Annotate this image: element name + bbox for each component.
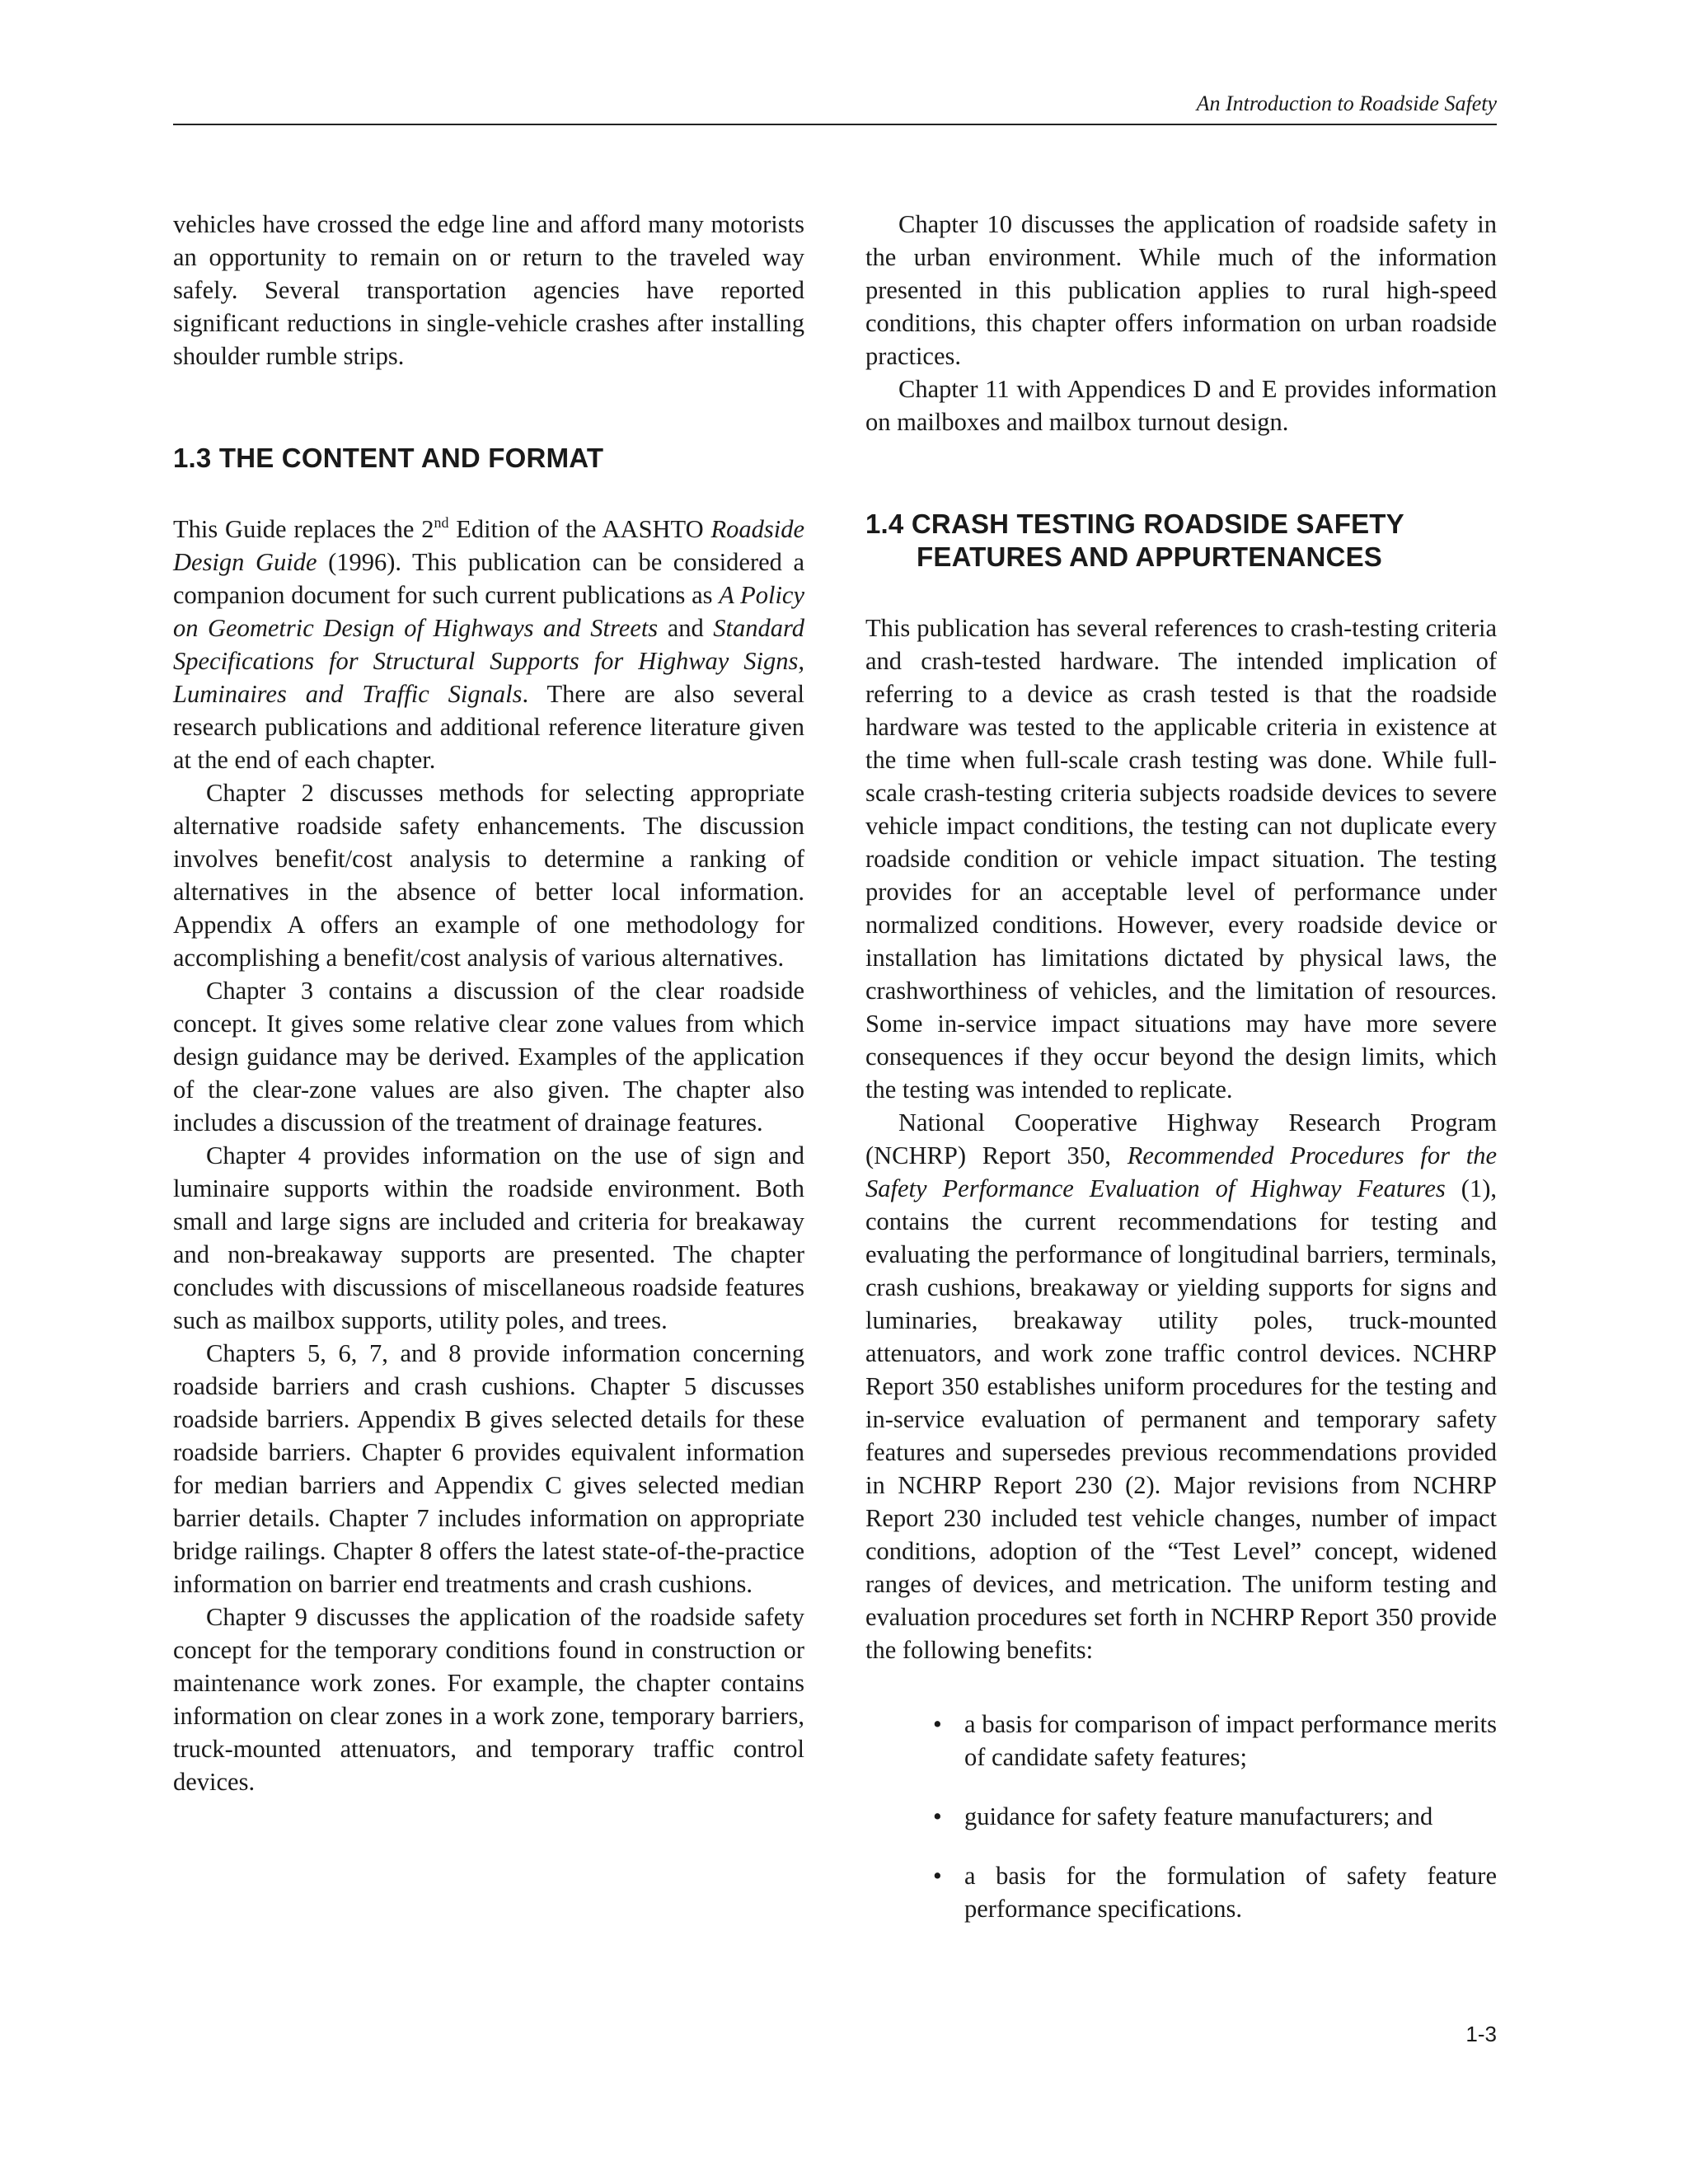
title-roadside-design-guide: Roadside Design Guide [173,515,805,576]
bullet-icon: • [933,1710,942,1738]
paragraph-crash-testing: This publication has several references to crash-testing criteria and crash-tested hardware. The intended implication of referring to a device as crash tested is that the roadside hardware was tested to the applicable criteria in existence at the time when full-scale crash testing was done. While full-scale crash-testing criteria subjects roadside devices to severe vehicle impact conditions, the testing can not duplicate every roadside condition or vehicle impact situation. The testing provides for an acceptable level of performance under normalized conditions. However, every roadside device or installation has limitations dictated by physical laws, the crashworthiness of vehicles, and the limitation of resources. Some in-service impact situations may have more severe consequences if they occur beyond the design limits, which the testing was intended to replicate. [865,614,1497,1104]
nchrp-text-1: National Cooperative Highway Research Program (NCHRP) Report 350, [865,1108,1497,1169]
paragraph-chapter-2: Chapter 2 discusses methods for selecting appropriate alternative roadside safety enhancements. The discussion involves benefit/cost analysis to determine a ranking of alternatives in the absence of better local information. Appendix A offers an example of one methodology for accomplishing a benefit/cost analysis of various alternatives. [173,779,804,972]
heading-1-4-line-1: 1.4 CRASH TESTING ROADSIDE SAFETY [865,509,1404,539]
paragraph-chapter-11: Chapter 11 with Appendices D and E provides information on mailboxes and mailbox turnout design. [865,375,1497,436]
nchrp-text-2: (1), contains the current recommendations for testing and evaluating the performance of longitudinal barriers, terminals, crash cushions, breakaway or yielding supports for signs and luminaries, breakaway utility poles, truck-mounted attenuators, and work zone traffic control devices. NCHRP Report 350 establishes uniform procedures for the testing and in-service evaluation of permanent and temporary safety features and supersedes previous recommendations provided in NCHRP Report 230 (2). Major revisions from NCHRP Report 230 included test vehicle changes, number of impact conditions, adoption of the “Test Level” concept, widened ranges of devices, and metrication. The uniform testing and evaluation procedures set forth in NCHRP Report 350 provide the following benefits: [865,1174,1497,1664]
bullet-icon: • [933,1862,942,1890]
page-number: 1-3 [1465,2022,1497,2046]
bullet-icon: • [933,1802,942,1830]
section-heading-1-4 [865,508,1497,574]
guide-text-3: (1996). This publication can be considered a companion document for such current publications as [173,548,805,609]
list-item [865,1859,1497,1925]
benefits-list [865,1708,1497,1925]
paragraph-chapter-3: Chapter 3 contains a discussion of the clear roadside concept. It gives some relative clear zone values from which design guidance may be derived. Examples of the application of the clear-zone values are also given. The chapter also includes a discussion of the treatment of drainage features. [173,977,804,1137]
title-structural-supports-specs: Standard Specifications for Structural Supports for Highway Signs, Luminaires and Traffic Signals [173,614,804,708]
paragraph-guide-replaces [173,513,804,776]
paragraph-chapters-5-8: Chapters 5, 6, 7, and 8 provide information concerning roadside barriers and crash cushions. Chapter 5 discusses roadside barriers. Appendix B gives selected details for these roadside barriers. Chapter 6 provides equivalent information for median barriers and Appendix C gives selected median barrier details. Chapter 7 includes information on appropriate bridge railings. Chapter 8 offers the latest state-of-the-practice information on barrier end treatments and crash cushions. [173,1339,804,1598]
paragraph-chapter-9: Chapter 9 discusses the application of the roadside safety concept for the temporary conditions found in construction or maintenance work zones. For example, the chapter contains information on clear zones in a work zone, temporary barriers, truck-mounted attenuators, and temporary traffic control devices. [173,1603,804,1796]
title-geometric-design-policy: A Policy on Geometric Design of Highways and Streets [173,581,805,642]
paragraph-rumble-strips: vehicles have crossed the edge line and afford many motorists an opportunity to remain on or return to the traveled way safely. Several transportation agencies have reported significant reductions in single-vehicle crashes after installing shoulder rumble strips. [173,210,804,370]
paragraph-chapter-4: Chapter 4 provides information on the use of sign and luminaire supports within the roadside environment. Both small and large signs are included and criteria for breakaway and non-breakaway supports are presented. The chapter concludes with discussions of miscellaneous roadside features such as mailbox supports, utility poles, and trees. [173,1141,804,1334]
title-recommended-procedures: Recommended Procedures for the Safety Performance Evaluation of Highway Features [865,1141,1497,1202]
guide-text-2: Edition of the AASHTO [448,515,711,543]
paragraph-chapter-10: Chapter 10 discusses the application of roadside safety in the urban environment. While much of the information presented in this publication applies to rural high-speed conditions, this chapter offers information on urban roadside practices. [865,210,1497,370]
list-item [865,1800,1497,1833]
benefit-text: a basis for the formulation of safety feature performance specifications. [964,1862,1497,1923]
guide-text-5: . There are also several research publications and additional reference literature given at the end of each chapter. [173,680,804,774]
guide-text-1: This Guide replaces the 2 [173,515,434,543]
running-head-title: An Introduction to Roadside Safety [1196,91,1497,115]
left-column [173,208,804,1798]
guide-text-4: and [658,614,714,642]
right-column [865,208,1497,1952]
benefit-text: a basis for comparison of impact performance merits of candidate safety features; [964,1710,1497,1771]
list-item [865,1708,1497,1774]
edition-superscript: nd [434,514,449,531]
section-heading-1-3: 1.3 THE CONTENT AND FORMAT [173,443,604,473]
heading-1-4-line-2: FEATURES AND APPURTENANCES [917,541,1383,572]
paragraph-nchrp-350 [865,1106,1497,1666]
header-rule [173,124,1497,125]
benefit-text: guidance for safety feature manufacturers; and [964,1802,1433,1830]
